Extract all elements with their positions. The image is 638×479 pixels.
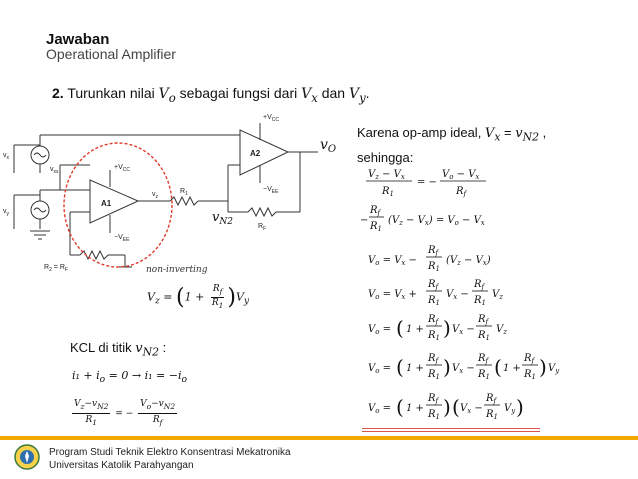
footer-accent-rule xyxy=(0,436,638,440)
svg-text:Vy: $V_y$ xyxy=(548,363,560,375)
svg-text:Rf: $R_f$ xyxy=(428,245,439,257)
vz-label: $v_z$ xyxy=(152,191,158,200)
derivation-math xyxy=(360,165,560,430)
vn2-label: $v_{N2}$ xyxy=(212,210,233,227)
svg-text:= −: = − xyxy=(417,177,437,188)
vy-label: $v_y$ xyxy=(3,208,9,217)
svg-text:(: ( xyxy=(494,355,502,379)
question-number: 2. xyxy=(52,85,64,101)
svg-text:Vx −: $V_x$ − xyxy=(452,363,475,375)
svg-text:R1: $R_1$ xyxy=(478,369,490,381)
svg-text:Vo =: $V_o$ = xyxy=(368,324,392,336)
footer-line-1: Program Studi Teknik Elektro Konsentrasi Mekatronika xyxy=(49,447,291,458)
slide-subtitle: Operational Amplifier xyxy=(46,46,176,62)
underline-top xyxy=(362,428,540,429)
svg-text:−: − xyxy=(360,215,369,226)
vcc-top-label: $+V_{CC}$ xyxy=(263,114,279,123)
svg-text:Rf: $R_f$ xyxy=(474,279,485,291)
circuit-diagram xyxy=(0,105,350,280)
svg-text:R1: $R_1$ xyxy=(428,330,440,342)
svg-text:R1: $R_1$ xyxy=(486,409,498,421)
highlight-circle xyxy=(64,143,172,267)
right-intro-text: Karena op-amp ideal, $V_x = v_{N2}$ , sehingga: xyxy=(357,125,547,165)
slide-title: Jawaban xyxy=(46,31,110,48)
vcc-mid-label: $+V_{CC}$ xyxy=(114,164,130,173)
svg-text:): ) xyxy=(516,395,524,419)
svg-text:Rf: $R_f$ xyxy=(524,353,535,365)
svg-text:Vx −: $V_x$ − xyxy=(446,289,469,301)
vz-equation: $V_z = (1$ + $\frac{R_f}{R_1}$ )$V_y$ xyxy=(147,284,250,310)
svg-text:R1: $R_1$ xyxy=(428,369,440,381)
svg-text:Vx −: $V_x$ − xyxy=(452,324,475,336)
vee-top-label: $-V_{EE}$ xyxy=(263,186,279,195)
resistor-r2 xyxy=(80,251,108,259)
resistor-r1 xyxy=(170,197,198,205)
svg-text:Rf: $R_f$ xyxy=(428,279,439,291)
svg-text:(: ( xyxy=(396,316,404,340)
svg-text:R1: $R_1$ xyxy=(428,295,440,307)
svg-text:R1: $R_1$ xyxy=(370,221,382,233)
svg-text:Rf: $R_f$ xyxy=(428,353,439,365)
opamp-a2 xyxy=(240,130,288,175)
svg-text:Rf: $R_f$ xyxy=(428,314,439,326)
svg-text:Rf: $R_f$ xyxy=(428,393,439,405)
svg-text:1 +: 1 + xyxy=(406,363,424,374)
r1-label: $R_1$ xyxy=(180,188,188,197)
noninverting-label: non-inverting xyxy=(146,265,208,275)
svg-text:1 +: 1 + xyxy=(503,363,521,374)
svg-text:Vo − Vx: $V_o - V_x$ xyxy=(442,169,480,181)
vo-label: $v_O$ xyxy=(320,137,337,155)
svg-text:Rf: $R_f$ xyxy=(486,393,497,405)
resistor-rf xyxy=(248,208,276,216)
svg-text:Rf: $R_f$ xyxy=(478,314,489,326)
question-text: 2. Turunkan nilai $V_o$ sebagai fungsi dari $V_x$ dan $V_y$. xyxy=(52,85,370,105)
svg-text:R1: $R_1$ xyxy=(474,295,486,307)
svg-text:): ) xyxy=(443,355,451,379)
svg-text:(Vz − Vx) = Vo − Vx: $(V_z - V_x) = V_o - V_x$ xyxy=(388,215,485,227)
svg-text:Vo = Vx +: $V_o = V_x$ + xyxy=(368,289,417,301)
svg-text:R1: $R_1$ xyxy=(382,186,394,198)
svg-text:(: ( xyxy=(396,355,404,379)
svg-text:Vy: $V_y$ xyxy=(504,403,516,415)
svg-text:): ) xyxy=(539,355,547,379)
svg-text:Rf: $R_f$ xyxy=(456,186,467,198)
svg-text:Rf: $R_f$ xyxy=(370,205,381,217)
svg-text:Vz: $V_z$ xyxy=(492,289,503,301)
svg-text:(: ( xyxy=(452,395,460,419)
svg-text:1 +: 1 + xyxy=(406,403,424,414)
svg-text:Vo =: $V_o$ = xyxy=(368,403,392,415)
svg-text:(: ( xyxy=(396,395,404,419)
footer-text xyxy=(49,446,291,472)
svg-text:(Vz − Vx): $(V_z - V_x)$ xyxy=(446,255,491,267)
a2-label: A2 xyxy=(250,149,261,158)
svg-text:Rf: $R_f$ xyxy=(478,353,489,365)
svg-text:1 +: 1 + xyxy=(406,324,424,335)
svg-text:R1: $R_1$ xyxy=(428,409,440,421)
svg-text:Vx −: $V_x$ − xyxy=(460,403,483,415)
vx-label: $v_x$ xyxy=(3,152,9,161)
kcl-heading: KCL di titik $v_{N2}$ : xyxy=(70,340,167,359)
svg-text:): ) xyxy=(443,395,451,419)
opamp-a1 xyxy=(90,180,138,223)
vxx-label: $v_{xx}$ xyxy=(50,166,59,175)
svg-text:Vo = Vx −: $V_o = V_x$ − xyxy=(368,255,417,267)
svg-text:R1: $R_1$ xyxy=(478,330,490,342)
footer-line-2: Universitas Katolik Parahyangan xyxy=(49,460,194,471)
svg-text:Vo =: $V_o$ = xyxy=(368,363,392,375)
kcl-current-equation: $i_1 + i_o = 0 \to i_1 = -i_o$ xyxy=(72,369,187,386)
vee-mid-label: $-V_{EE}$ xyxy=(114,234,130,243)
a1-label: A1 xyxy=(101,199,112,208)
r2-label: $R_2 = R_F$ xyxy=(44,264,68,273)
svg-text:Vz − Vx: $V_z - V_x$ xyxy=(368,169,405,181)
svg-text:R1: $R_1$ xyxy=(428,261,440,273)
svg-text:): ) xyxy=(443,316,451,340)
kcl-voltage-equation: $\frac{V_z-v_{N2}}{R_1}$ = − $\frac{V_o-v_{N2}}{R_f}$ xyxy=(74,399,176,427)
rf-label: $R_F$ xyxy=(258,223,267,232)
university-logo-icon xyxy=(13,443,41,471)
svg-text:R1: $R_1$ xyxy=(524,369,536,381)
underline-bottom xyxy=(362,431,540,432)
svg-text:Vz: $V_z$ xyxy=(496,324,507,336)
